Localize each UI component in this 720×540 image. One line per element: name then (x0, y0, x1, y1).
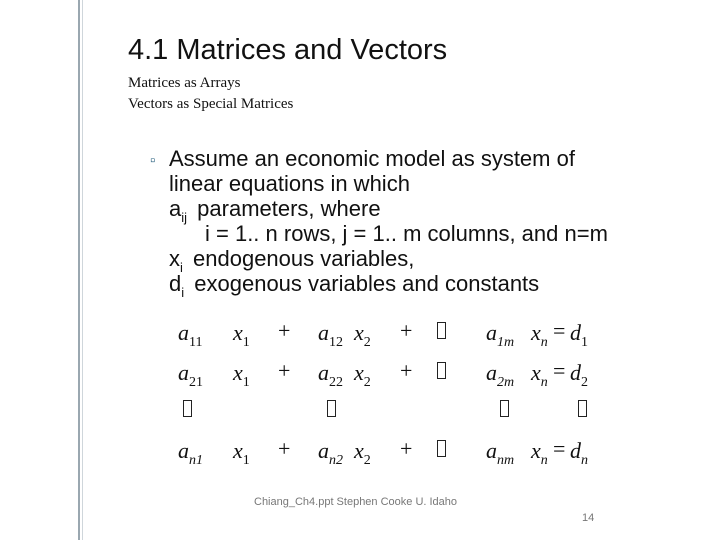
a-variable: a (169, 196, 182, 221)
eq1-equals: = (553, 318, 566, 343)
x-variable: x (169, 246, 180, 271)
eq2-a2m: $a_{2m}$ (486, 360, 515, 390)
body-line-indices: i = 1.. n rows, j = 1.. m columns, and n=m (205, 221, 608, 246)
body-line-2: linear equations in which (169, 171, 410, 196)
body-line-1: Assume an economic model as system of (169, 146, 575, 171)
eq3-anm: $a_{nm}$ (486, 438, 515, 468)
eq1-a1m: $a_{1m}$ (486, 320, 515, 350)
left-border-decoration (78, 0, 80, 540)
body-line-d (169, 271, 539, 299)
body-line-x (169, 246, 414, 274)
eq2-a22: $a_{22}$ (318, 360, 343, 390)
eq3-an1: $a_{n1}$ (178, 438, 203, 468)
eq1-a12: $a_{12}$ (318, 320, 343, 350)
eq3-plus-1: + (278, 436, 291, 461)
slide-title: 4.1 Matrices and Vectors (128, 34, 448, 66)
subtitle-1: Matrices as Arrays (128, 75, 241, 91)
eq1-x1: $x_1$ (233, 320, 250, 350)
a-subscript: ij (181, 210, 188, 225)
eq2-plus-2: + (400, 358, 413, 383)
eq3-x1: $x_1$ (233, 438, 250, 468)
eq2-equals: = (553, 358, 566, 383)
eq3-plus-2: + (400, 436, 413, 461)
eq3-an2: $a_{n2}$ (318, 438, 343, 468)
left-border-decoration-inner (82, 0, 83, 540)
eq2-d2: $d_2$ (570, 360, 588, 390)
eq1-plus-1: + (278, 318, 291, 343)
eq1-plus-2: + (400, 318, 413, 343)
eq2-plus-1: + (278, 358, 291, 383)
x-subscript: i (180, 260, 183, 275)
eq2-x2: $x_2$ (354, 360, 371, 390)
eq3-equals: = (553, 436, 566, 461)
missing-glyph-box-icon (500, 400, 509, 417)
square-bullet-icon: ▫ (150, 152, 156, 169)
eq1-x2: $x_2$ (354, 320, 371, 350)
missing-glyph-box-icon (183, 400, 192, 417)
a-description: parameters, where (197, 196, 381, 221)
d-description: exogenous variables and constants (194, 271, 540, 296)
eq2-xn: $x_n$ (531, 360, 548, 390)
eq1-d1: $d_1$ (570, 320, 588, 350)
eq1-xn: $x_n$ (531, 320, 548, 350)
eq3-dn: $d_n$ (570, 438, 588, 468)
eq2-a21: $a_{21}$ (178, 360, 203, 390)
eq1-a11: $a_{11}$ (178, 320, 203, 350)
x-description: endogenous variables, (193, 246, 415, 271)
footer-source: Chiang_Ch4.ppt Stephen Cooke U. Idaho (254, 496, 458, 508)
missing-glyph-box-icon (437, 362, 446, 379)
missing-glyph-box-icon (437, 440, 446, 457)
footer-page-number: 14 (582, 512, 595, 524)
eq3-x2: $x_2$ (354, 438, 371, 468)
eq3-xn: $x_n$ (531, 438, 548, 468)
d-variable: d (169, 271, 182, 296)
eq2-x1: $x_1$ (233, 360, 250, 390)
missing-glyph-box-icon (578, 400, 587, 417)
d-subscript: i (181, 285, 185, 300)
body-line-a (169, 196, 381, 224)
subtitle-2: Vectors as Special Matrices (128, 96, 294, 112)
missing-glyph-box-icon (437, 322, 446, 339)
missing-glyph-box-icon (327, 400, 336, 417)
